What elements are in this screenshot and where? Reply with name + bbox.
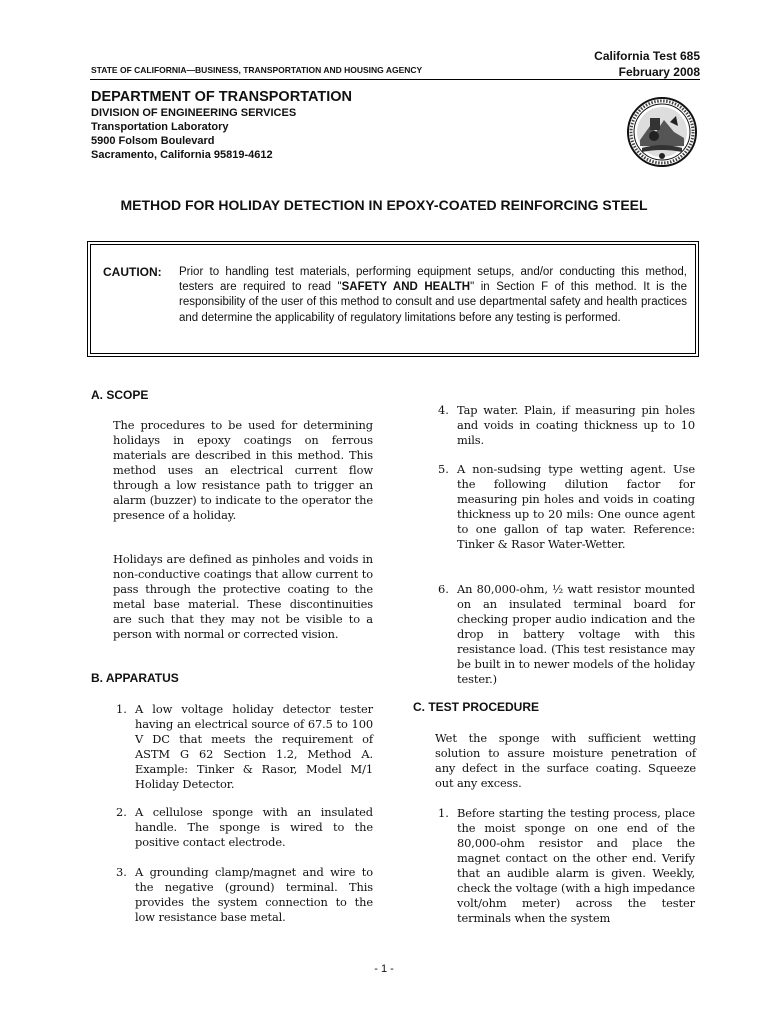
caution-text-before: Prior to handling test materials, performing equipment setups, and/or conducting this method, testers are required to read ": [179, 266, 687, 294]
caution-label: CAUTION:: [103, 265, 162, 279]
caution-emphasis: SAFETY AND HEALTH: [341, 281, 471, 294]
item-text: An 80,000-ohm, ½ watt resistor mounted on an insulated terminal board for checking proper audio indication and the drop in battery voltage with this resistance load. (This test resistance may be built in to newer models of the holiday tester.): [457, 582, 695, 686]
item-text: A low voltage holiday detector tester having an electrical source of 67.5 to 100 V DC that meets the requirement of ASTM G 62 Section 1.2, Method A. Example: Tinker & Rasor, Model M/1 Holiday Detector.: [135, 702, 373, 791]
department-block: [91, 88, 352, 162]
page-number: - 1 -: [374, 963, 394, 975]
item-number: 6.: [438, 582, 449, 596]
header-rule: [90, 79, 700, 80]
test-number: California Test 685: [594, 49, 700, 63]
item-number: 2.: [116, 805, 127, 819]
item-number: 1.: [438, 806, 449, 820]
department-name: DEPARTMENT OF TRANSPORTATION: [91, 89, 352, 105]
section-b-heading: B. APPARATUS: [91, 671, 179, 685]
section-c-heading: C. TEST PROCEDURE: [413, 700, 540, 714]
caution-text: [179, 265, 687, 326]
caution-text-after: " in Section F of this method. It is the responsibility of the user of this method to consult and use departmental safety and health practices and determine the applicability of regulatory limitations before any testing is performed.: [179, 281, 687, 324]
scope-paragraph-1: The procedures to be used for determining holidays in epoxy coatings on ferrous materials are described in this method. This method uses an electrical current flow through a low resistance path to trigger an alarm (buzzer) to indicate to the operator the presence of a holiday.: [113, 418, 373, 522]
agency-header: STATE OF CALIFORNIA—BUSINESS, TRANSPORTATION AND HOUSING AGENCY: [91, 65, 423, 75]
item-number: 5.: [438, 462, 449, 476]
item-number: 3.: [116, 865, 127, 879]
procedure-intro: Wet the sponge with sufficient wetting solution to assure moisture penetration of any defect in the surface coating. Squeeze out any excess.: [435, 731, 696, 790]
item-text: Before starting the testing process, place the moist sponge on one end of the 80,000-ohm resistor and place the magnet contact on the other end. Verify that an audible alarm is given. Weekly, check the voltage (with a high impedance volt/ohm meter) across the tester terminals when the system: [457, 806, 695, 925]
city-line: Sacramento, California 95819-4612: [91, 149, 273, 161]
test-date: February 2008: [618, 65, 700, 79]
item-text: A cellulose sponge with an insulated handle. The sponge is wired to the positive contact electrode.: [135, 805, 373, 849]
laboratory-line: Transportation Laboratory: [91, 121, 229, 133]
caution-box: [90, 244, 696, 354]
item-text: A grounding clamp/magnet and wire to the negative (ground) terminal. This provides the system connection to the low resistance base metal.: [135, 865, 373, 924]
street-line: 5900 Folsom Boulevard: [91, 135, 215, 147]
item-text: A non-sudsing type wetting agent. Use the following dilution factor for measuring pin holes and voids in coating thickness up to 20 mils: One ounce agent to one gallon of tap water. Reference: Tinker & Rasor Water-Wetter.: [457, 462, 695, 551]
scope-paragraph-2: Holidays are defined as pinholes and voids in non-conductive coatings that allow current to pass through the protective coating to the metal base material. These discontinuities are such that they may not be visible to a person with normal or corrected vision.: [113, 552, 373, 641]
item-number: 1.: [116, 702, 127, 716]
test-number-block: [594, 48, 700, 80]
section-a-heading: A. SCOPE: [91, 388, 149, 402]
division-line: DIVISION OF ENGINEERING SERVICES: [91, 107, 297, 119]
item-text: Tap water. Plain, if measuring pin holes and voids in coating thickness up to 10 mils.: [457, 403, 695, 447]
document-title: METHOD FOR HOLIDAY DETECTION IN EPOXY-COATED REINFORCING STEEL: [120, 197, 648, 213]
item-number: 4.: [438, 403, 449, 417]
state-seal-icon: [626, 96, 698, 168]
